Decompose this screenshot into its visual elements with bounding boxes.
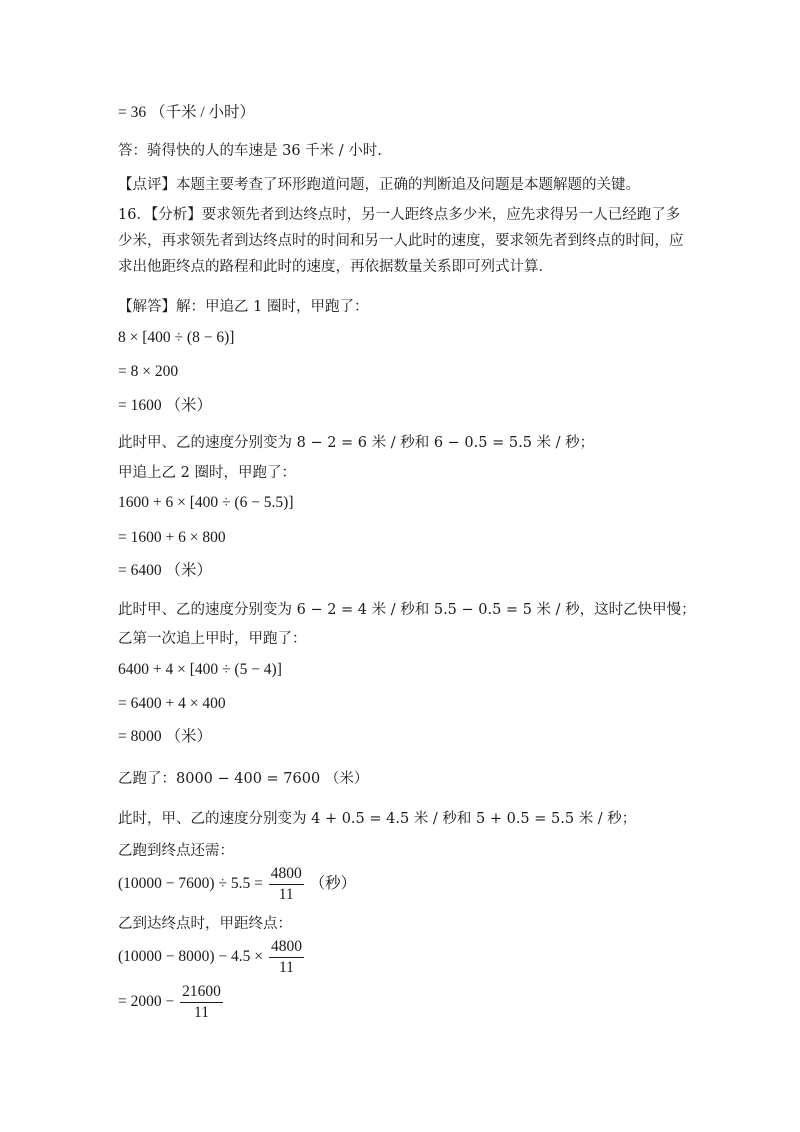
equation-11-left: (10000 − 8000) − 4.5 ×: [118, 948, 264, 966]
answer-line: 答：骑得快的人的车速是 36 千米 / 小时.: [118, 143, 382, 159]
equation-6: = 6400 （米）: [118, 562, 212, 579]
equation-3: = 1600 （米）: [118, 397, 212, 414]
yi-remaining-intro: 乙跑到终点还需：: [118, 843, 234, 859]
jia-distance-intro: 乙到达终点时，甲距终点：: [118, 916, 292, 932]
fraction-denominator: 11: [278, 959, 294, 976]
equation-8: = 6400 + 4 × 400: [118, 695, 226, 712]
equation-9: = 8000 （米）: [118, 728, 212, 745]
equation-12-left: = 2000 −: [118, 993, 175, 1011]
equation-2: = 8 × 200: [118, 363, 179, 380]
second-lap-intro: 甲追上乙 2 圈时，甲跑了：: [118, 465, 296, 481]
fraction: [180, 982, 223, 1023]
fraction-numerator: 4800: [269, 864, 304, 885]
fraction-denominator: 11: [194, 1004, 209, 1021]
fraction-numerator: 4800: [269, 937, 304, 958]
fraction-denominator: 11: [278, 886, 294, 903]
equation-11: [118, 937, 306, 978]
problem-16-analysis: 16．【分析】要求领先者到达终点时，另一人距终点多少米，应先求得另一人已经跑了多少米，再求领先者到达终点时的时间和另一人此时的速度，要求领先者到终点的时间，应求出他距终点的路程和此时的速度，再依据数量关系即可列式计算．: [118, 207, 684, 275]
equation-5: = 1600 + 6 × 800: [118, 529, 226, 546]
solution-intro: 【解答】解：甲追乙 1 圈时，甲跑了：: [118, 299, 369, 315]
fraction: [269, 864, 304, 905]
yi-distance-line: 乙跑了：8000 − 400 = 7600 （米）: [118, 771, 369, 787]
first-catch-intro: 乙第一次追上甲时，甲跑了：: [118, 631, 307, 647]
equation-7: 6400 + 4 × [400 ÷ (5 − 4)]: [118, 661, 282, 678]
fraction-numerator: 21600: [180, 982, 223, 1003]
equation-10-left: (10000 − 7600) ÷ 5.5 =: [118, 875, 263, 893]
fraction: [269, 937, 304, 978]
equation-1: 8 × [400 ÷ (8 − 6)]: [118, 329, 235, 346]
comment-line: 【点评】本题主要考查了环形跑道问题，正确的判断追及问题是本题解题的关键。: [118, 177, 640, 193]
speed-change-2: 此时甲、乙的速度分别变为 6 − 2 = 4 米 / 秒和 5.5 − 0.5 = 5 米 / 秒，这时乙快甲慢；: [118, 602, 696, 618]
speed-change-1: 此时甲、乙的速度分别变为 8 − 2 = 6 米 / 秒和 6 − 0.5 = 5.5 米 / 秒；: [118, 435, 595, 451]
speed-change-3: 此时，甲、乙的速度分别变为 4 + 0.5 = 4.5 米 / 秒和 5 + 0.5 = 5.5 米 / 秒；: [118, 811, 637, 827]
result-speed-line: = 36 （千米 / 小时）: [118, 104, 256, 121]
equation-12: [118, 982, 225, 1023]
equation-10-unit: （秒）: [309, 875, 357, 893]
equation-4: 1600 + 6 × [400 ÷ (6 − 5.5)]: [118, 494, 294, 511]
equation-10: [118, 864, 356, 905]
